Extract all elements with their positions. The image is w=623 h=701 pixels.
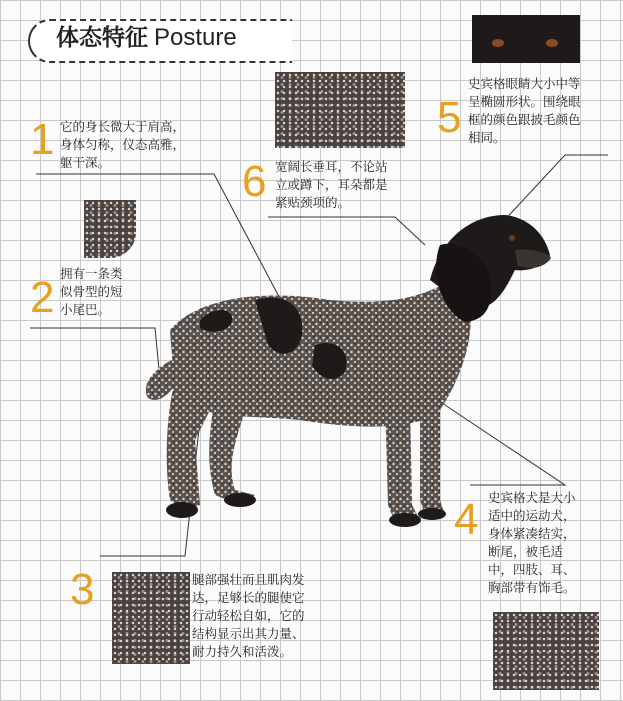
feature-number-3: 3 bbox=[70, 565, 95, 614]
feature-text-1: 它的身长微大于肩高， 身体匀称，仪态高雅， 躯干深。 bbox=[60, 119, 186, 170]
feature-number-6: 6 bbox=[242, 157, 267, 206]
feature-number-5: 5 bbox=[437, 93, 462, 142]
feature-number-2: 2 bbox=[30, 273, 55, 322]
feature-text-3: 腿部强壮而且肌肉发 达，足够长的腿使它 行动轻松自如，它的 结构显示出其力量、 耐力持久和活泼。 bbox=[192, 572, 305, 659]
eyes-photo bbox=[472, 15, 580, 63]
feature-text-2: 拥有一条类 似骨型的短 小尾巴。 bbox=[60, 266, 123, 317]
legs-photo bbox=[112, 572, 190, 664]
coat-photo bbox=[493, 612, 599, 690]
feature-text-4: 史宾格犬是大小 适中的运动犬， 身体紧凑结实， 断尾，被毛适 中，四肢、耳、 胸部带有饰毛。 bbox=[488, 490, 576, 595]
feature-text-5: 史宾格眼睛大小中等 呈椭圆形状。围绕眼 框的颜色跟披毛颜色 相同。 bbox=[468, 76, 581, 145]
feature-number-4: 4 bbox=[454, 495, 479, 544]
feature-number-1: 1 bbox=[30, 115, 55, 164]
tail-photo bbox=[84, 200, 136, 258]
feature-text-6: 宽阔长垂耳，不论站 立或蹲下，耳朵都是 紧贴颈项的。 bbox=[275, 159, 388, 210]
page-title: 体态特征 Posture bbox=[56, 24, 237, 51]
eye-left bbox=[492, 39, 504, 47]
eye-right bbox=[546, 39, 558, 47]
ear-photo bbox=[275, 72, 405, 148]
